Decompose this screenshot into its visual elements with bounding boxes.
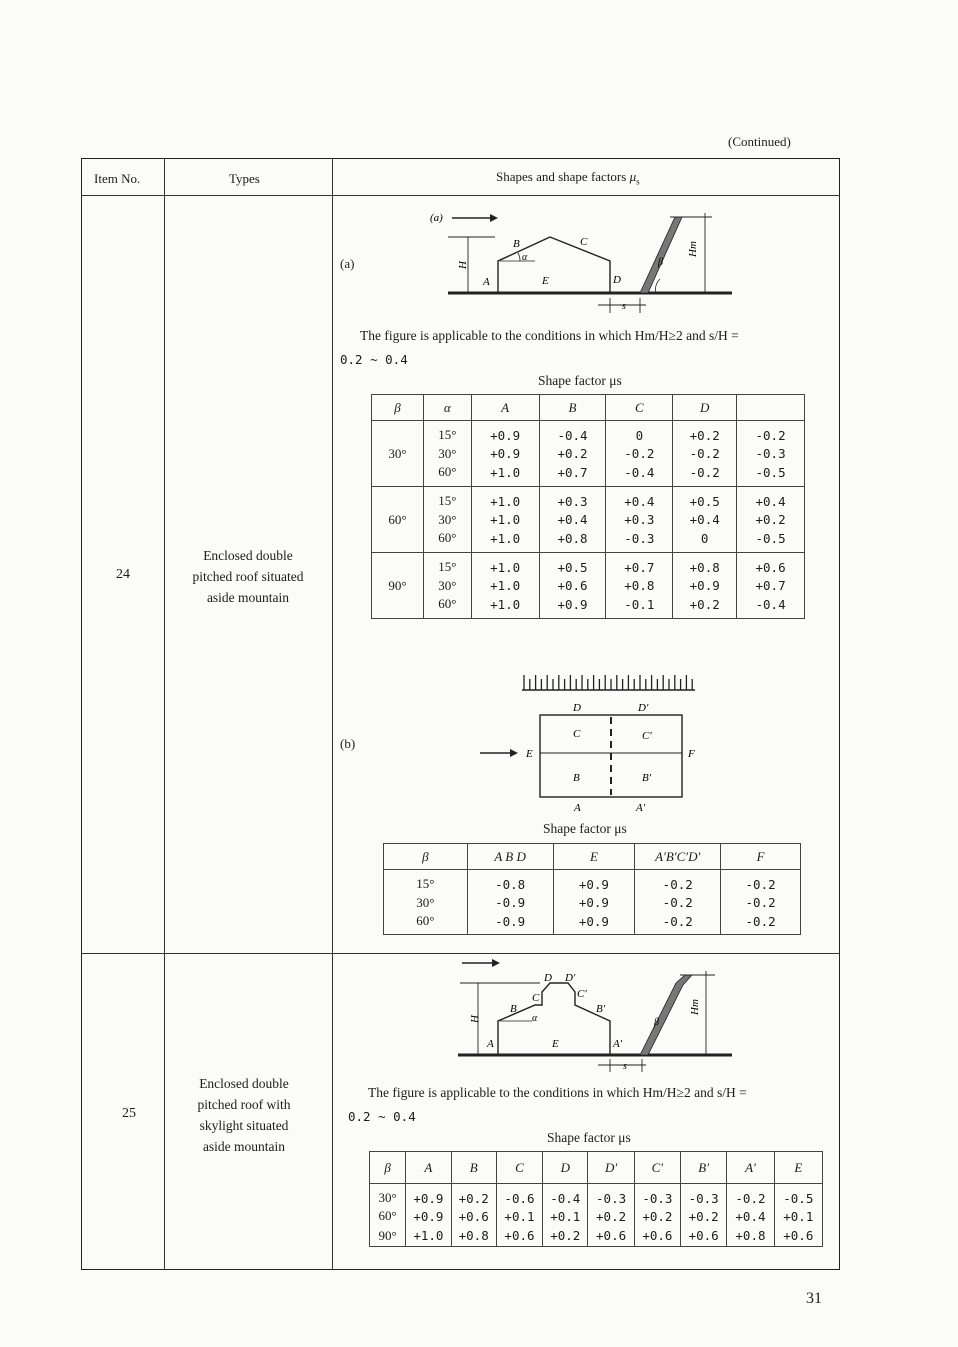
table-25-header: D′ <box>588 1152 634 1184</box>
table-a-cell: +0.3 <box>539 487 606 510</box>
table-25-cell: +0.9 <box>406 1206 451 1226</box>
table-a-cell: +0.6 <box>737 553 805 576</box>
table-b <box>383 843 801 935</box>
table-25-cell: +0.9 <box>406 1184 451 1207</box>
table-a-header: α <box>423 395 471 421</box>
mountain-hatch <box>524 675 692 690</box>
table-b-header: F <box>721 844 801 870</box>
table-25-cell: +0.1 <box>543 1206 588 1226</box>
table-25-row <box>370 1226 823 1246</box>
table-25-header: A′ <box>727 1152 774 1184</box>
item-25-note <box>348 1081 838 1129</box>
table-a-cell: 30° <box>423 509 471 530</box>
figure-a-diagram <box>420 205 740 315</box>
table-a-cell: +0.5 <box>539 553 606 576</box>
table-a-cell: 30° <box>423 443 471 464</box>
table-25-cell: +0.2 <box>588 1206 634 1226</box>
fig-a-label: (a) <box>340 256 355 271</box>
table-a-body <box>372 421 805 619</box>
table-25-header: B <box>451 1152 496 1184</box>
table-b-cell: -0.2 <box>721 913 801 934</box>
col-divider-1 <box>164 158 165 1270</box>
fig-b-label-Bp: B′ <box>642 772 652 784</box>
table-25-cell: -0.3 <box>588 1184 634 1207</box>
table-25-cell: +0.8 <box>451 1226 496 1246</box>
table-a-cell: +1.0 <box>471 509 539 530</box>
item-24-type-line: Enclosed double <box>203 548 293 563</box>
table-25-cell: +0.6 <box>681 1226 727 1246</box>
table-25-cell: +0.2 <box>681 1206 727 1226</box>
item-24-note-line1: The figure is applicable to the conditions in which Hm/H≥2 and s/H = <box>360 328 739 343</box>
table-a-cell: +0.7 <box>539 464 606 487</box>
table-a-cell: +0.8 <box>606 575 673 596</box>
item-25-note-line1: The figure is applicable to the conditions in which Hm/H≥2 and s/H = <box>368 1085 747 1100</box>
table-a <box>371 394 805 619</box>
table-a-cell: -0.3 <box>606 530 673 553</box>
table-b-cell: +0.9 <box>553 870 635 893</box>
table-a-cell: +0.5 <box>673 487 737 510</box>
table-25-cell: -0.2 <box>727 1184 774 1207</box>
fig25-label-B: B <box>510 1003 517 1015</box>
fig25-label-s: s <box>623 1061 627 1072</box>
fig-b-label-A: A <box>574 802 581 814</box>
item-25-type-line: Enclosed double <box>199 1076 289 1091</box>
fig-b-label-Dp: D′ <box>638 702 649 714</box>
table-a-cell: -0.2 <box>606 443 673 464</box>
header-item-no: Item No. <box>94 171 141 186</box>
table-25-cell: -0.5 <box>774 1184 822 1207</box>
table-25-header-row <box>370 1152 823 1184</box>
fig-a-label-beta: β <box>658 257 663 268</box>
table-a-cell: +0.8 <box>673 553 737 576</box>
table-a-cell: +0.4 <box>737 487 805 510</box>
fig-a-label-A: A <box>483 276 490 288</box>
header-row-line <box>81 195 840 196</box>
table-25-cell: -0.3 <box>681 1184 727 1207</box>
table-b-header: A B D <box>467 844 553 870</box>
table-a-cell: -0.5 <box>737 530 805 553</box>
table-25-cell: 60° <box>370 1206 406 1226</box>
table-a-cell: +0.2 <box>539 443 606 464</box>
header-shapes-text: Shapes and shape factors <box>496 169 627 184</box>
table-25-cell: 30° <box>370 1184 406 1207</box>
table-25-header: C <box>496 1152 542 1184</box>
item-24-note <box>340 324 832 372</box>
table-a-cell: +1.0 <box>471 596 539 619</box>
table-b-body <box>384 870 801 935</box>
table-a-cell: 0 <box>606 421 673 444</box>
table-25-header: β <box>370 1152 406 1184</box>
table-b-row <box>384 870 801 893</box>
table-a-cell: -0.2 <box>673 443 737 464</box>
item-24-note-line2: 0.2 ~ 0.4 <box>340 352 408 367</box>
col-divider-2 <box>332 158 333 1270</box>
table-a-cell: +0.6 <box>539 575 606 596</box>
table-a-cell: 0 <box>673 530 737 553</box>
fig25-label-Cp: C′ <box>577 988 587 1000</box>
fig25-label-Hm: Hm <box>689 999 701 1015</box>
table-a-cell: +0.7 <box>606 553 673 576</box>
fig25-label-Bp: B′ <box>596 1003 606 1015</box>
item-25-number: 25 <box>122 1106 136 1121</box>
table-b-cell: +0.9 <box>553 913 635 934</box>
table-25-cell: -0.4 <box>543 1184 588 1207</box>
mountain-slope-25 <box>640 975 692 1055</box>
table-a-cell: 60° <box>423 596 471 619</box>
table-25-row <box>370 1206 823 1226</box>
fig25-label-Dp: D′ <box>565 972 576 984</box>
page-number: 31 <box>806 1290 822 1307</box>
table-25-row <box>370 1184 823 1207</box>
table-25-body <box>370 1184 823 1247</box>
table-25-cell: -0.3 <box>634 1184 680 1207</box>
table-b-cell: 15° <box>384 870 468 893</box>
table-25-cell: +0.6 <box>588 1226 634 1246</box>
table-a-cell: 60° <box>423 464 471 487</box>
table-25-cell: +0.2 <box>543 1226 588 1246</box>
wind-arrow-25-head <box>492 959 500 967</box>
table-a-cell: +0.4 <box>673 509 737 530</box>
table-a-cell: -0.4 <box>737 596 805 619</box>
fig25-label-Ap: A′ <box>613 1038 623 1050</box>
continued-label: (Continued) <box>728 134 791 149</box>
table-b-cell: 30° <box>384 892 468 913</box>
table-a-header: β <box>372 395 424 421</box>
fig25-label-beta: β <box>654 1017 659 1028</box>
fig-a-label-D: D <box>613 274 621 286</box>
table-a-cell: +0.4 <box>539 509 606 530</box>
table-a-cell: 15° <box>423 487 471 510</box>
table-a-cell: +0.9 <box>539 596 606 619</box>
fig25-label-E: E <box>552 1038 559 1050</box>
figure-25-diagram <box>440 955 750 1073</box>
row-divider-24-25 <box>81 953 840 954</box>
fig25-label-alpha: α <box>532 1013 538 1024</box>
item-24-type-line: pitched roof situated <box>192 569 304 584</box>
table-a-row <box>372 530 805 553</box>
table-a-row <box>372 509 805 530</box>
table-a-beta-cell: 90° <box>372 553 424 619</box>
fig-a-label-B: B <box>513 238 520 250</box>
header-mu: μ <box>629 169 637 184</box>
fig-b-label-F: F <box>688 748 695 760</box>
item-24-type-line: aside mountain <box>206 590 290 605</box>
fig-a-label-Hm: Hm <box>687 241 699 257</box>
table-a-cell: +0.9 <box>471 421 539 444</box>
table-a-cell: 15° <box>423 553 471 576</box>
table-25-header: D <box>543 1152 588 1184</box>
table-a-cell: -0.3 <box>737 443 805 464</box>
table-25-cell: +0.6 <box>496 1226 542 1246</box>
table-25-cell: +0.6 <box>451 1206 496 1226</box>
fig-b-label-E: E <box>526 748 533 760</box>
item-24-number: 24 <box>116 567 130 582</box>
mountain-slope <box>640 217 682 293</box>
fig-b-label-D: D <box>573 702 581 714</box>
table-b-header: β <box>384 844 468 870</box>
table-a-header: B <box>539 395 606 421</box>
table-a-cell: -0.4 <box>539 421 606 444</box>
header-shapes <box>496 169 640 187</box>
table-a-cell: +0.9 <box>471 443 539 464</box>
item-25-type <box>166 1073 322 1157</box>
fig-b-label-C: C <box>573 728 581 740</box>
table-25-header: A <box>406 1152 451 1184</box>
table-25-cell: +0.6 <box>634 1226 680 1246</box>
table-a-cell: -0.4 <box>606 464 673 487</box>
table-25-cell: +0.8 <box>727 1226 774 1246</box>
table-b-cell: -0.8 <box>467 870 553 893</box>
table-b-row <box>384 913 801 934</box>
table-25-cell: +1.0 <box>406 1226 451 1246</box>
table-a-cell: +1.0 <box>471 530 539 553</box>
table-a-cell: +1.0 <box>471 487 539 510</box>
fig-a-label-alpha: α <box>522 252 528 263</box>
table-a-cell: 15° <box>423 421 471 444</box>
table-a-cell: +1.0 <box>471 464 539 487</box>
item-25-type-line: aside mountain <box>202 1139 286 1154</box>
table-25-header: C′ <box>634 1152 680 1184</box>
item-24-type <box>166 545 330 608</box>
table-a-row <box>372 575 805 596</box>
fig25-label-H: H <box>469 1015 481 1023</box>
table-b-cell: -0.2 <box>635 892 721 913</box>
fig-b-label: (b) <box>340 736 356 751</box>
table-b-cell: -0.2 <box>635 870 721 893</box>
table-a-row <box>372 553 805 576</box>
table-a-cell: -0.5 <box>737 464 805 487</box>
table-25 <box>369 1151 823 1247</box>
table-a-cell: +0.4 <box>606 487 673 510</box>
table-a-cell: -0.2 <box>673 464 737 487</box>
fig-b-label-Cp: C′ <box>642 730 652 742</box>
table-b-title: Shape factor μs <box>543 821 627 836</box>
table-a-row <box>372 443 805 464</box>
fig25-label-A: A <box>487 1038 494 1050</box>
table-b-cell: -0.2 <box>721 870 801 893</box>
table-25-cell: +0.1 <box>496 1206 542 1226</box>
table-a-header: D <box>673 395 737 421</box>
table-a-beta-cell: 30° <box>372 421 424 487</box>
table-25-header: B′ <box>681 1152 727 1184</box>
table-a-cell: +0.8 <box>539 530 606 553</box>
table-a-row <box>372 421 805 444</box>
table-a-cell: 30° <box>423 575 471 596</box>
table-25-cell: +0.6 <box>774 1226 822 1246</box>
table-a-row <box>372 464 805 487</box>
table-a-cell: +0.2 <box>673 421 737 444</box>
table-b-cell: -0.9 <box>467 892 553 913</box>
fig-b-label-Ap: A′ <box>636 802 646 814</box>
table-a-cell: +0.2 <box>737 509 805 530</box>
table-25-cell: +0.2 <box>634 1206 680 1226</box>
header-mu-sub: s <box>636 176 640 187</box>
fig-b-label-B: B <box>573 772 580 784</box>
fig25-label-C: C <box>532 992 540 1004</box>
item-25-type-line: pitched roof with <box>197 1097 291 1112</box>
table-a-cell: +0.7 <box>737 575 805 596</box>
table-25-cell: 90° <box>370 1226 406 1246</box>
table-a-cell: -0.1 <box>606 596 673 619</box>
table-b-cell: -0.2 <box>721 892 801 913</box>
table-b-cell: -0.9 <box>467 913 553 934</box>
table-b-header: A′B′C′D′ <box>635 844 721 870</box>
item-25-note-line2: 0.2 ~ 0.4 <box>348 1109 416 1124</box>
wind-arrow-b-head <box>510 749 518 757</box>
wind-arrow-head <box>490 214 498 222</box>
table-b-cell: 60° <box>384 913 468 934</box>
table-b-row <box>384 892 801 913</box>
table-a-cell: +1.0 <box>471 553 539 576</box>
fig-a-arrow-label: (a) <box>430 212 443 224</box>
table-a-header: A <box>471 395 539 421</box>
table-a-beta-cell: 60° <box>372 487 424 553</box>
table-25-cell: +0.1 <box>774 1206 822 1226</box>
table-a-cell: +0.2 <box>673 596 737 619</box>
table-a-title: Shape factor μs <box>538 373 622 388</box>
fig-a-label-H: H <box>457 261 469 269</box>
table-a-header <box>737 395 805 421</box>
table-b-header: E <box>553 844 635 870</box>
table-a-cell: 60° <box>423 530 471 553</box>
table-25-header: E <box>774 1152 822 1184</box>
table-a-header: C <box>606 395 673 421</box>
table-a-row <box>372 596 805 619</box>
table-25-cell: +0.2 <box>451 1184 496 1207</box>
table-a-cell: +0.9 <box>673 575 737 596</box>
table-a-row <box>372 487 805 510</box>
alpha-arc <box>518 253 520 261</box>
fig25-label-D: D <box>544 972 552 984</box>
beta-arc <box>655 279 660 293</box>
table-25-cell: +0.4 <box>727 1206 774 1226</box>
table-25-cell: -0.6 <box>496 1184 542 1207</box>
fig-a-label-s: s <box>622 301 626 312</box>
header-types: Types <box>229 171 260 186</box>
table-a-cell: -0.2 <box>737 421 805 444</box>
figure-b-diagram <box>470 665 720 820</box>
item-25-type-line: skylight situated <box>199 1118 289 1133</box>
fig-a-label-C: C <box>580 236 588 248</box>
table-b-cell: +0.9 <box>553 892 635 913</box>
table-25-title: Shape factor μs <box>547 1130 631 1145</box>
table-b-cell: -0.2 <box>635 913 721 934</box>
table-a-cell: +0.3 <box>606 509 673 530</box>
table-a-cell: +1.0 <box>471 575 539 596</box>
fig-a-label-E: E <box>542 275 549 287</box>
